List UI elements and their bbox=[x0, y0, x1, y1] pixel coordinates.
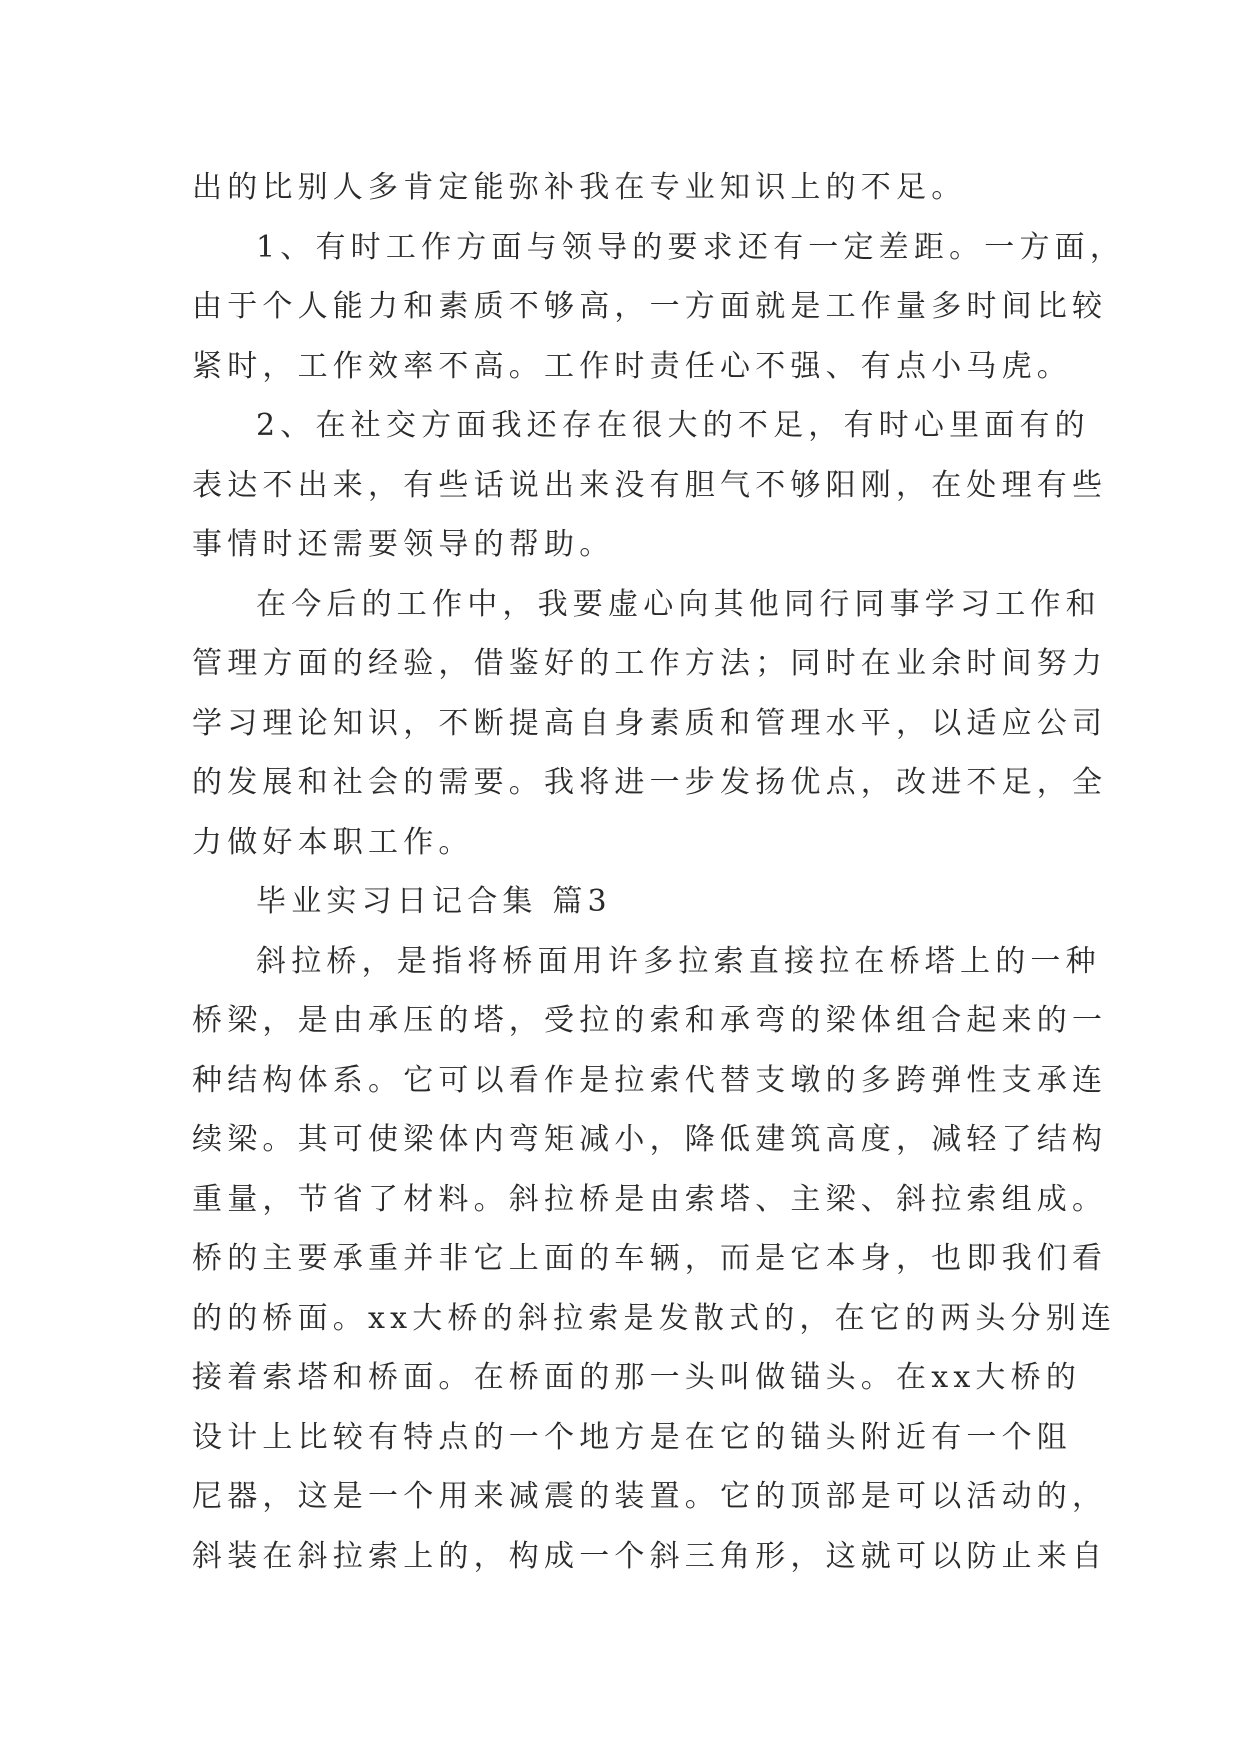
text-line: 续梁。其可使梁体内弯矩减小，降低建筑高度，减轻了结构 bbox=[192, 1122, 1108, 1157]
text-line: 的的桥面。xx大桥的斜拉索是发散式的，在它的两头分别连 bbox=[192, 1300, 1117, 1336]
text-line: 学习理论知识，不断提高自身素质和管理水平，以适应公司 bbox=[192, 705, 1108, 741]
text-line: 设计上比较有特点的一个地方是在它的锚头附近有一个阻 bbox=[192, 1419, 1072, 1455]
text-line: 1、有时工作方面与领导的要求还有一定差距。一方面， bbox=[256, 229, 1126, 265]
text-line: 在今后的工作中，我要虚心向其他同行同事学习工作和 bbox=[256, 586, 1101, 622]
text-line: 2、在社交方面我还存在很大的不足，有时心里面有的 bbox=[256, 408, 1090, 443]
text-line: 接着索塔和桥面。在桥面的那一头叫做锚头。在xx大桥的 bbox=[192, 1360, 1082, 1395]
text-line: 尼器，这是一个用来减震的装置。它的顶部是可以活动的， bbox=[192, 1479, 1108, 1514]
text-line: 斜拉桥，是指将桥面用许多拉索直接拉在桥塔上的一种 bbox=[256, 943, 1101, 979]
text-line: 桥梁，是由承压的塔，受拉的索和承弯的梁体组合起来的一 bbox=[192, 1003, 1108, 1038]
text-line: 事情时还需要领导的帮助。 bbox=[192, 527, 615, 562]
text-line: 由于个人能力和素质不够高，一方面就是工作量多时间比较 bbox=[192, 289, 1108, 324]
text-line: 的发展和社会的需要。我将进一步发扬优点，改进不足，全 bbox=[192, 765, 1108, 800]
text-line: 种结构体系。它可以看作是拉索代替支墩的多跨弹性支承连 bbox=[192, 1062, 1108, 1098]
text-line: 重量，节省了材料。斜拉桥是由索塔、主梁、斜拉索组成。 bbox=[192, 1181, 1108, 1217]
document-body bbox=[192, 158, 1126, 1586]
text-line: 斜装在斜拉索上的，构成一个斜三角形，这就可以防止来自 bbox=[192, 1538, 1108, 1574]
text-line: 管理方面的经验，借鉴好的工作方法；同时在业余时间努力 bbox=[192, 646, 1108, 681]
text-line: 桥的主要承重并非它上面的车辆，而是它本身，也即我们看 bbox=[192, 1241, 1108, 1276]
section-heading: 毕业实习日记合集 篇3 bbox=[256, 884, 612, 919]
text-line: 出的比别人多肯定能弥补我在专业知识上的不足。 bbox=[192, 170, 967, 205]
text-line: 表达不出来，有些话说出来没有胆气不够阳刚，在处理有些 bbox=[192, 467, 1108, 503]
text-line: 力做好本职工作。 bbox=[192, 824, 474, 860]
text-line: 紧时，工作效率不高。工作时责任心不强、有点小马虎。 bbox=[192, 348, 1072, 384]
